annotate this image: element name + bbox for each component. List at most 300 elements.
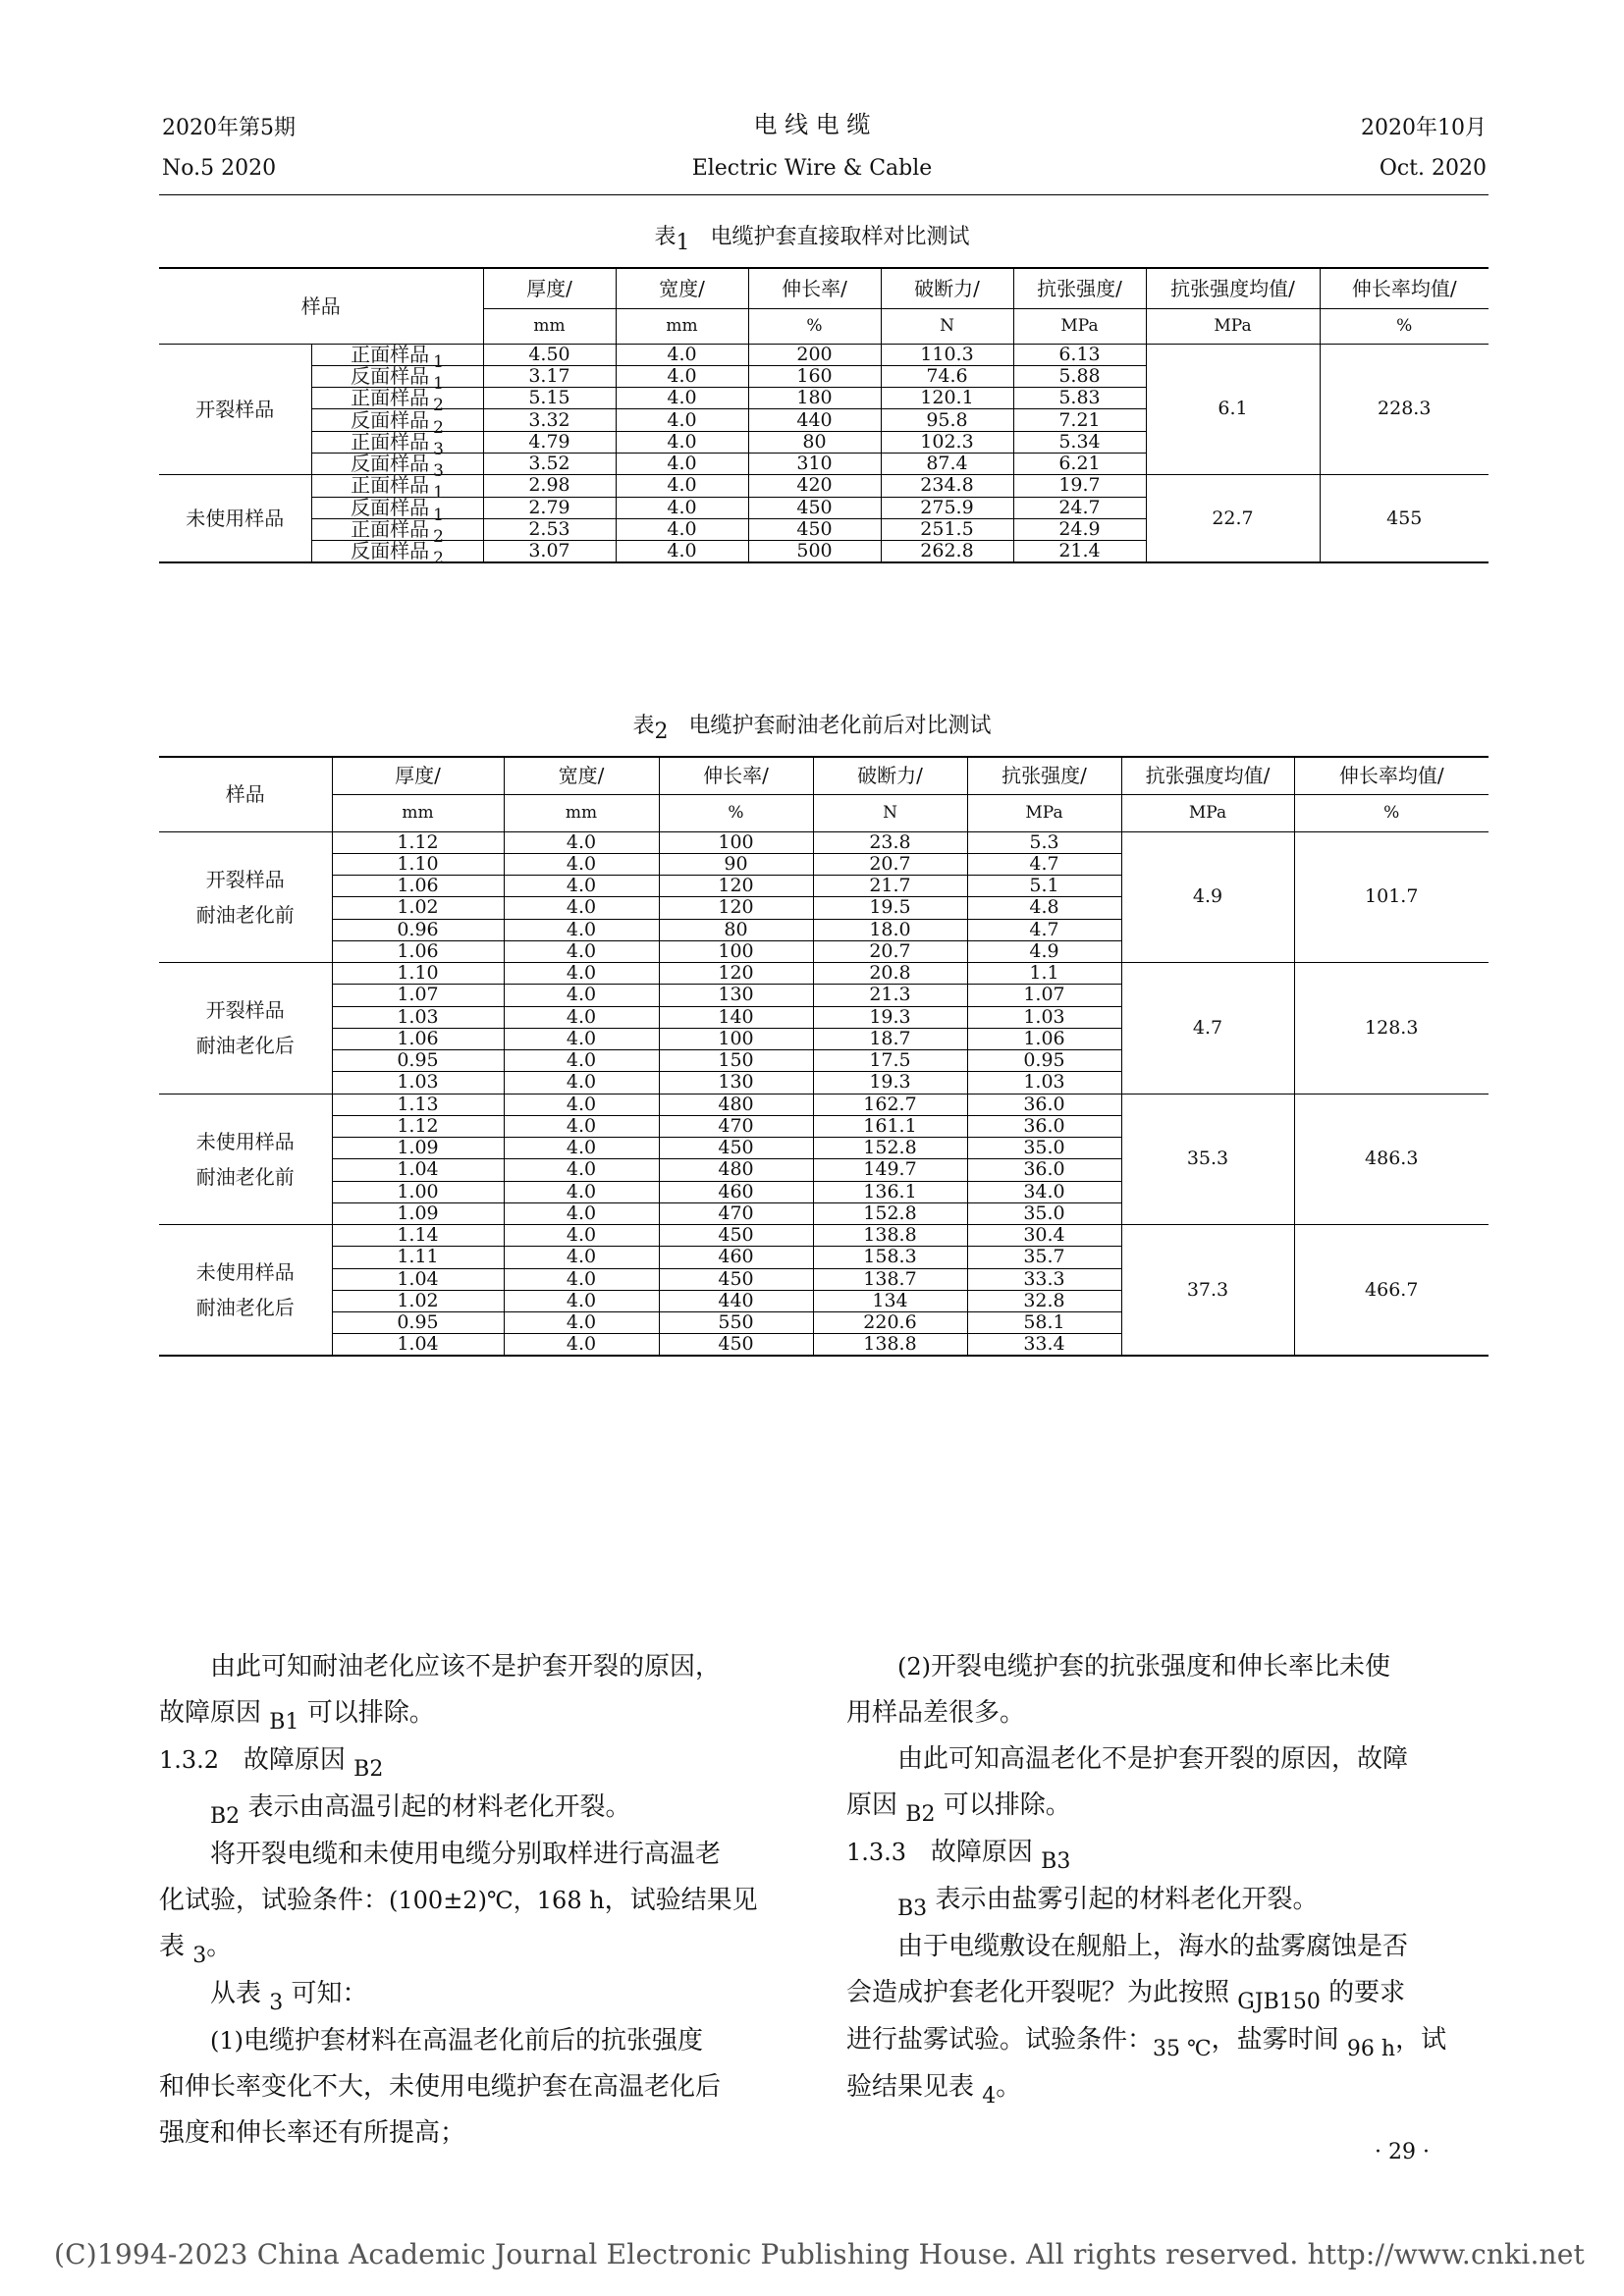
cell-thickness: 0.95: [332, 1312, 504, 1334]
test-condition: (100±2)℃，168 h: [389, 1887, 605, 1914]
table2-header: 抗张强度/: [967, 757, 1121, 794]
cell-force: 110.3: [881, 344, 1013, 365]
cell-force: 158.3: [813, 1247, 967, 1268]
cell-thickness: 1.14: [332, 1225, 504, 1247]
cell-force: 275.9: [881, 497, 1013, 518]
cell-width: 4.0: [504, 1006, 659, 1028]
cell-width: 4.0: [504, 1247, 659, 1268]
cell-force: 234.8: [881, 475, 1013, 497]
cell-thickness: 1.09: [332, 1138, 504, 1159]
cell-force: 220.6: [813, 1312, 967, 1334]
cell-strength: 36.0: [967, 1094, 1121, 1115]
cell-elongation: 100: [659, 940, 813, 962]
cell-thickness: 2.79: [483, 497, 616, 518]
table-ref: 3: [269, 1991, 284, 2015]
cell-thickness: 1.03: [332, 1006, 504, 1028]
header-rule: [159, 194, 1489, 195]
fault-code: B1: [269, 1710, 299, 1735]
cell-width: 4.0: [504, 831, 659, 853]
cell-width: 4.0: [504, 985, 659, 1006]
avg-strength: 4.9: [1121, 831, 1294, 963]
fault-code: B3: [1041, 1849, 1071, 1874]
cell-thickness: 1.12: [332, 831, 504, 853]
table2-header: 伸长率/: [659, 757, 813, 794]
cell-force: 161.1: [813, 1115, 967, 1137]
cell-force: 120.1: [881, 388, 1013, 409]
cell-strength: 5.88: [1013, 365, 1146, 387]
text: 故障原因: [159, 1698, 262, 1728]
sample-name-cell: [311, 407, 483, 438]
sample-name: 反面样品: [351, 539, 430, 563]
text: 表: [159, 1932, 186, 1961]
cell-width: 4.0: [504, 1115, 659, 1137]
cell-force: 87.4: [881, 453, 1013, 474]
standard-code: GJB150: [1237, 1990, 1321, 2014]
cell-elongation: 90: [659, 853, 813, 875]
cell-elongation: 450: [748, 518, 881, 540]
table2-header: 厚度/: [332, 757, 504, 794]
cell-strength: 35.7: [967, 1247, 1121, 1268]
paragraph: [846, 1736, 1494, 1783]
table-row: [159, 1225, 1489, 1247]
cell-width: 4.0: [504, 919, 659, 940]
cell-elongation: 440: [748, 409, 881, 431]
table-row: [159, 344, 1489, 365]
sample-name: 正面样品: [351, 342, 430, 366]
paragraph: [846, 1970, 1494, 2017]
cell-strength: 33.3: [967, 1268, 1121, 1290]
group-label-line1: 开裂样品: [205, 867, 285, 891]
avg-strength: 4.7: [1121, 963, 1294, 1095]
table-row: [159, 963, 1489, 985]
cell-elongation: 180: [748, 388, 881, 409]
paragraph: [159, 1785, 807, 1832]
cell-width: 4.0: [504, 1225, 659, 1247]
cell-strength: 19.7: [1013, 475, 1146, 497]
sample-name-cell: [311, 342, 483, 372]
cell-thickness: 4.79: [483, 431, 616, 453]
cell-elongation: 450: [748, 497, 881, 518]
cell-thickness: 1.10: [332, 853, 504, 875]
avg-elongation: 228.3: [1320, 344, 1489, 475]
cell-width: 4.0: [616, 518, 748, 540]
cell-thickness: 1.12: [332, 1115, 504, 1137]
cell-strength: 24.9: [1013, 518, 1146, 540]
cell-strength: 1.1: [967, 963, 1121, 985]
table2-header-unit: MPa: [1121, 794, 1294, 831]
text: ，盐雾时间: [1211, 2025, 1339, 2055]
table2-caption-number: 2: [654, 720, 669, 744]
sample-name-cell: [311, 495, 483, 525]
cell-elongation: 500: [748, 541, 881, 563]
cell-elongation: 450: [659, 1225, 813, 1247]
cell-strength: 5.3: [967, 831, 1121, 853]
sample-index: 2: [433, 417, 444, 438]
cell-width: 4.0: [504, 1094, 659, 1115]
sample-name-cell: [311, 386, 483, 416]
text: 电缆护套材料在高温老化前后的抗张强度: [244, 2026, 704, 2056]
cell-width: 4.0: [504, 1202, 659, 1224]
avg-strength: 37.3: [1121, 1225, 1294, 1357]
cell-elongation: 550: [659, 1312, 813, 1334]
table1-header-unit: mm: [483, 308, 616, 344]
sample-name: 反面样品: [351, 407, 430, 432]
cell-thickness: 3.52: [483, 453, 616, 474]
avg-strength: 6.1: [1146, 344, 1320, 475]
cell-force: 136.1: [813, 1181, 967, 1202]
cell-elongation: 310: [748, 453, 881, 474]
cell-width: 4.0: [616, 409, 748, 431]
cell-strength: 32.8: [967, 1290, 1121, 1311]
cell-strength: 33.4: [967, 1334, 1121, 1356]
section-number: 1.3.2: [159, 1746, 220, 1774]
group-label-line1: 未使用样品: [195, 1129, 295, 1153]
cell-elongation: 470: [659, 1202, 813, 1224]
table-row: [159, 831, 1489, 853]
sample-name: 正面样品: [351, 473, 430, 498]
table2-caption-prefix: 表: [632, 714, 655, 738]
table1: [159, 267, 1489, 569]
cell-width: 4.0: [616, 453, 748, 474]
cell-force: 20.7: [813, 940, 967, 962]
paragraph: [159, 1971, 807, 2018]
journal-date-en: Oct. 2020: [1379, 156, 1487, 181]
fault-code: B2: [905, 1802, 936, 1827]
cell-width: 4.0: [504, 1028, 659, 1049]
group-label: [159, 1225, 332, 1357]
cell-thickness: 1.06: [332, 940, 504, 962]
cell-elongation: 140: [659, 1006, 813, 1028]
avg-elongation: 466.7: [1294, 1225, 1489, 1357]
cell-elongation: 100: [659, 831, 813, 853]
cell-strength: 34.0: [967, 1181, 1121, 1202]
cell-thickness: 1.09: [332, 1202, 504, 1224]
cell-strength: 1.03: [967, 1072, 1121, 1094]
cell-width: 4.0: [616, 388, 748, 409]
cell-strength: 5.83: [1013, 388, 1146, 409]
cell-width: 4.0: [504, 897, 659, 919]
avg-strength: 35.3: [1121, 1094, 1294, 1225]
cell-elongation: 450: [659, 1334, 813, 1356]
journal-issue: 2020年第5期: [162, 116, 296, 140]
sample-name: 正面样品: [351, 517, 430, 542]
cell-elongation: 480: [659, 1159, 813, 1181]
cell-force: 149.7: [813, 1159, 967, 1181]
cell-force: 19.3: [813, 1072, 967, 1094]
cell-strength: 4.8: [967, 897, 1121, 919]
cell-strength: 6.21: [1013, 453, 1146, 474]
text: 化试验，试验条件：: [159, 1886, 390, 1915]
cell-width: 4.0: [504, 1159, 659, 1181]
table2-header-unit: MPa: [967, 794, 1121, 831]
table1-header: 宽度/: [616, 268, 748, 308]
table1-header-unit: MPa: [1013, 308, 1146, 344]
cell-thickness: 1.13: [332, 1094, 504, 1115]
sample-name-cell: [311, 473, 483, 504]
table1-header-unit: N: [881, 308, 1013, 344]
table1-caption: [0, 220, 1624, 255]
table2-caption-text: 电缆护套耐油老化前后对比测试: [688, 714, 992, 738]
text: ，试: [1395, 2025, 1447, 2055]
cell-thickness: 1.11: [332, 1247, 504, 1268]
cell-elongation: 480: [659, 1094, 813, 1115]
cell-strength: 1.06: [967, 1028, 1121, 1049]
cell-width: 4.0: [504, 1181, 659, 1202]
sample-index: 1: [433, 351, 444, 372]
paragraph: [846, 1877, 1494, 1924]
table2-caption: [0, 709, 1624, 744]
table1-header-unit: MPa: [1146, 308, 1320, 344]
group-label: [159, 831, 332, 963]
cell-force: 102.3: [881, 431, 1013, 453]
group-label-line2: 耐油老化前: [195, 902, 295, 927]
cell-elongation: 100: [659, 1028, 813, 1049]
paragraph: [159, 2110, 807, 2157]
avg-elongation: 128.3: [1294, 963, 1489, 1095]
sample-name: 正面样品: [351, 429, 430, 454]
cell-width: 4.0: [616, 475, 748, 497]
cell-strength: 30.4: [967, 1225, 1121, 1247]
table1-caption-number: 1: [676, 231, 690, 255]
cell-elongation: 420: [748, 475, 881, 497]
cell-width: 4.0: [616, 497, 748, 518]
sample-name-cell: [311, 539, 483, 569]
cell-width: 4.0: [616, 431, 748, 453]
text: 进行盐雾试验。试验条件：: [846, 2025, 1154, 2055]
text: 将开裂电缆和未使用电缆分别取样进行高温老: [210, 1840, 722, 1869]
sample-index: 3: [433, 439, 444, 459]
text: 验结果见表: [846, 2072, 975, 2102]
table2: [159, 756, 1489, 1357]
cell-width: 4.0: [504, 940, 659, 962]
cell-elongation: 80: [659, 919, 813, 940]
text: 由此可知高温老化不是护套开裂的原因，故障: [897, 1744, 1409, 1774]
cell-strength: 24.7: [1013, 497, 1146, 518]
copyright-footer: (C)1994-2023 China Academic Journal Electronic Publishing House. All rights reserved. http://www.cnki.net: [54, 2238, 1586, 2270]
cell-elongation: 120: [659, 963, 813, 985]
text: 可知：: [291, 1979, 368, 2008]
cell-force: 21.3: [813, 985, 967, 1006]
cell-thickness: 1.02: [332, 1290, 504, 1311]
cell-force: 18.7: [813, 1028, 967, 1049]
body-left-column: [159, 1644, 807, 2157]
cell-force: 19.5: [813, 897, 967, 919]
sample-index: 1: [433, 483, 444, 504]
journal-title-en: Electric Wire & Cable: [691, 156, 933, 181]
cell-thickness: 1.06: [332, 1028, 504, 1049]
cell-strength: 1.07: [967, 985, 1121, 1006]
text: 开裂电缆护套的抗张强度和伸长率比未使: [931, 1652, 1391, 1682]
section-heading: [846, 1830, 1494, 1877]
table1-header: 伸长率/: [748, 268, 881, 308]
table1-header: 抗张强度/: [1013, 268, 1146, 308]
cell-force: 95.8: [881, 409, 1013, 431]
cell-width: 4.0: [504, 963, 659, 985]
cell-force: 18.0: [813, 919, 967, 940]
item-number: (1): [210, 2027, 244, 2055]
table1-header: 厚度/: [483, 268, 616, 308]
cell-force: 138.8: [813, 1334, 967, 1356]
journal-title: 电 线 电 缆: [753, 111, 871, 138]
paragraph: [846, 1924, 1494, 1970]
cell-force: 138.7: [813, 1268, 967, 1290]
cell-strength: 21.4: [1013, 541, 1146, 563]
cell-elongation: 150: [659, 1050, 813, 1072]
table2-header-unit: mm: [332, 794, 504, 831]
cell-thickness: 0.96: [332, 919, 504, 940]
cell-thickness: 4.50: [483, 344, 616, 365]
text: 和伸长率变化不大，未使用电缆护套在高温老化后: [159, 2072, 722, 2102]
cell-force: 19.3: [813, 1006, 967, 1028]
group-label-line2: 耐油老化后: [195, 1296, 295, 1319]
group-label-line2: 耐油老化前: [195, 1164, 295, 1189]
cell-force: 162.7: [813, 1094, 967, 1115]
paragraph: [159, 2064, 807, 2110]
table2-header-unit: %: [1294, 794, 1489, 831]
sample-index: 2: [433, 527, 444, 548]
cell-thickness: 1.10: [332, 963, 504, 985]
cell-thickness: 3.32: [483, 409, 616, 431]
cell-thickness: 1.06: [332, 876, 504, 897]
table2-header: 伸长率均值/: [1294, 757, 1489, 794]
table-ref: 3: [192, 1944, 207, 1968]
sample-name: 反面样品: [351, 363, 430, 388]
fault-code: B3: [897, 1896, 928, 1921]
journal-date: 2020年10月: [1361, 116, 1487, 140]
text: 的要求: [1328, 1978, 1406, 2007]
cell-force: 152.8: [813, 1202, 967, 1224]
table2-header-unit: mm: [504, 794, 659, 831]
text: 表示由盐雾引起的材料老化开裂。: [935, 1885, 1319, 1914]
table-ref: 4: [982, 2084, 997, 2109]
section-title: 故障原因: [243, 1745, 346, 1775]
paragraph: [159, 1924, 807, 1971]
sample-index: 2: [433, 396, 444, 416]
cell-width: 4.0: [616, 344, 748, 365]
table1-caption-text: 电缆护套直接取样对比测试: [710, 225, 970, 249]
cell-elongation: 460: [659, 1247, 813, 1268]
journal-issue-en: No.5 2020: [162, 156, 277, 181]
cell-width: 4.0: [504, 1050, 659, 1072]
text: 由于电缆敷设在舰船上，海水的盐雾腐蚀是否: [897, 1932, 1409, 1961]
cell-force: 23.8: [813, 831, 967, 853]
table-row: [159, 1094, 1489, 1115]
paragraph: [159, 1690, 807, 1737]
avg-elongation: 101.7: [1294, 831, 1489, 963]
cell-thickness: 5.15: [483, 388, 616, 409]
cell-force: 20.7: [813, 853, 967, 875]
cell-thickness: 1.02: [332, 897, 504, 919]
table1-header-unit: mm: [616, 308, 748, 344]
cell-elongation: 160: [748, 365, 881, 387]
cell-strength: 5.1: [967, 876, 1121, 897]
cell-force: 20.8: [813, 963, 967, 985]
group-label-line1: 未使用样品: [195, 1260, 295, 1284]
avg-elongation: 455: [1320, 475, 1489, 562]
text: 表示由高温引起的材料老化开裂。: [247, 1792, 631, 1822]
cell-width: 4.0: [504, 1072, 659, 1094]
cell-elongation: 440: [659, 1290, 813, 1311]
cell-strength: 36.0: [967, 1115, 1121, 1137]
table1-header-sample: 样品: [159, 268, 483, 344]
sample-index: 3: [433, 461, 444, 482]
cell-elongation: 450: [659, 1268, 813, 1290]
text: 可以排除。: [306, 1698, 435, 1728]
cell-strength: 0.95: [967, 1050, 1121, 1072]
group-label: 开裂样品: [159, 344, 311, 475]
cell-strength: 35.0: [967, 1138, 1121, 1159]
cell-force: 74.6: [881, 365, 1013, 387]
avg-elongation: 486.3: [1294, 1094, 1489, 1225]
cell-elongation: 200: [748, 344, 881, 365]
cell-thickness: 3.07: [483, 541, 616, 563]
sample-name-cell: [311, 429, 483, 459]
sample-name: 正面样品: [351, 386, 430, 410]
sample-name-cell: [311, 363, 483, 394]
table1-header: 抗张强度均值/: [1146, 268, 1320, 308]
group-label-line1: 开裂样品: [205, 998, 285, 1023]
table2-header: 抗张强度均值/: [1121, 757, 1294, 794]
cell-thickness: 0.95: [332, 1050, 504, 1072]
cell-elongation: 470: [659, 1115, 813, 1137]
cell-strength: 4.7: [967, 853, 1121, 875]
cell-thickness: 1.04: [332, 1268, 504, 1290]
paragraph: [846, 2017, 1494, 2064]
table2-header-sample: 样品: [159, 757, 332, 831]
cell-strength: 6.13: [1013, 344, 1146, 365]
text: 。: [996, 2072, 1022, 2102]
paragraph: [846, 2064, 1494, 2111]
table2-header: 宽度/: [504, 757, 659, 794]
cell-elongation: 130: [659, 1072, 813, 1094]
cell-force: 134: [813, 1290, 967, 1311]
cell-thickness: 1.04: [332, 1334, 504, 1356]
table1-header-unit: %: [1320, 308, 1489, 344]
cell-thickness: 2.98: [483, 475, 616, 497]
group-label: [159, 963, 332, 1095]
text: 。: [206, 1932, 233, 1961]
sample-index: 1: [433, 505, 444, 525]
cell-strength: 36.0: [967, 1159, 1121, 1181]
cell-force: 251.5: [881, 518, 1013, 540]
cell-elongation: 120: [659, 876, 813, 897]
paragraph: [159, 1878, 807, 1924]
sample-index: 1: [433, 373, 444, 394]
paragraph: [159, 2018, 807, 2064]
cell-elongation: 130: [659, 985, 813, 1006]
table2-header: 破断力/: [813, 757, 967, 794]
table1-header-unit: %: [748, 308, 881, 344]
cell-strength: 5.34: [1013, 431, 1146, 453]
paragraph: [159, 1644, 807, 1690]
paragraph: [159, 1832, 807, 1878]
cell-elongation: 460: [659, 1181, 813, 1202]
page-number: · 29 ·: [1375, 2140, 1430, 2164]
cell-strength: 7.21: [1013, 409, 1146, 431]
cell-elongation: 120: [659, 897, 813, 919]
cell-elongation: 80: [748, 431, 881, 453]
table1-header: 伸长率均值/: [1320, 268, 1489, 308]
text: 由此可知耐油老化应该不是护套开裂的原因，: [210, 1652, 722, 1682]
cell-strength: 4.9: [967, 940, 1121, 962]
group-label: [159, 1094, 332, 1225]
text: 用样品差很多。: [846, 1698, 1026, 1728]
cell-width: 4.0: [504, 876, 659, 897]
table-row: [159, 475, 1489, 497]
cell-strength: 58.1: [967, 1312, 1121, 1334]
fault-code: B2: [210, 1804, 241, 1829]
cell-force: 17.5: [813, 1050, 967, 1072]
